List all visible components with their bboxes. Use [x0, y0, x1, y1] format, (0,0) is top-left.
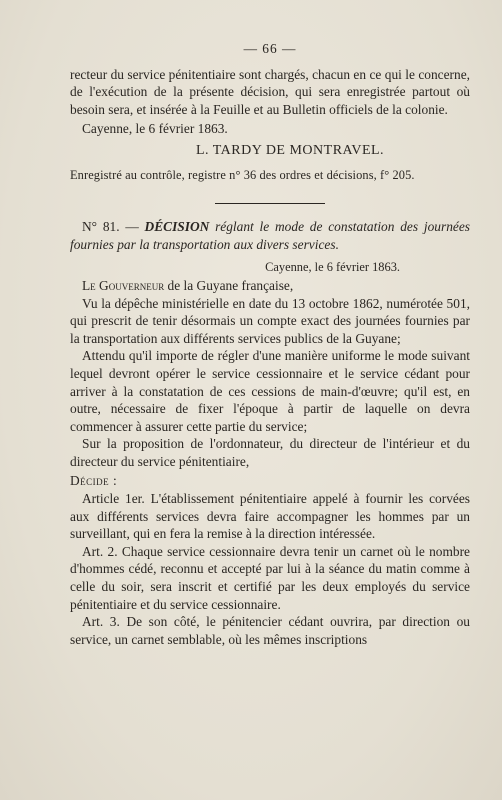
- decision-dash: —: [119, 219, 145, 235]
- page-number: — 66 —: [243, 41, 297, 56]
- decision-place-date: Cayenne, le 6 février 1863.: [265, 260, 400, 275]
- article-3: Art. 3. De son côté, le pénitencier cédant ouvrira, par direction ou service, un carnet semblable, où les mêmes inscriptions: [70, 614, 470, 647]
- attendu-paragraph: Attendu qu'il importe de régler d'une manière uniforme le mode suivant lequel devront opérer le service cessionnaire et le service cédant pour arriver à la constatation de ces cessions de main-d'œuvre; qu'il est, en outre, nécessaire de fixer l'époque à partir de laquelle on devra commencer à assurer cette partie du service;: [70, 348, 470, 434]
- article-2: Art. 2. Chaque service cessionnaire devra tenir un carnet où le nombre d'hommes cédé, reconnu et accepté par lui à la séance du matin comme à celle du soir, sera inscrit et certifié par les deux employés du service pénitentiaire et du service cessionnaire.: [70, 543, 470, 612]
- closing-paragraph: recteur du service pénitentiaire sont chargés, chacun en ce qui le concerne, de l'exécution de la présente décision, qui sera enregistrée partout où besoin sera, et insérée à la Feuille et au Bulletin officiels de la colonie.: [70, 66, 470, 117]
- decision-subject: réglant le mode de constatation des journées fournies par la transportation aux divers services.: [70, 219, 470, 252]
- signature: L. TARDY DE MONTRAVEL.: [195, 142, 385, 158]
- article-1: Article 1er. L'établissement pénitentiaire appelé à fournir les corvées aux différents services devra faire accompagner les hommes par un surveillant, qui en fera la remise à la direction intéressée.: [70, 491, 470, 542]
- registration-note: Enregistré au contrôle, registre n° 36 des ordres et décisions, f° 205.: [70, 167, 415, 182]
- sur-paragraph: Sur la proposition de l'ordonnateur, du directeur de l'intérieur et du directeur du service pénitentiaire,: [70, 436, 470, 469]
- decision-number: N° 81.: [82, 219, 120, 235]
- section-divider: [215, 203, 325, 204]
- governor-rest: de la Guyane française,: [164, 277, 294, 293]
- page-content: [70, 40, 470, 648]
- decision-label: DÉCISION: [144, 219, 210, 235]
- closing-date: Cayenne, le 6 février 1863.: [82, 121, 228, 137]
- decide-heading: Décide :: [70, 473, 118, 489]
- vu-paragraph: Vu la dépêche ministérielle en date du 13 octobre 1862, numérotée 501, qui prescrit de tenir désormais un compte exact des journées fournies par la transportation aux différents services publics de la Guyane;: [70, 295, 470, 346]
- governor-lead: Le Gouverneur: [82, 277, 165, 293]
- decision-title: [70, 218, 470, 253]
- governor-line: [70, 277, 470, 295]
